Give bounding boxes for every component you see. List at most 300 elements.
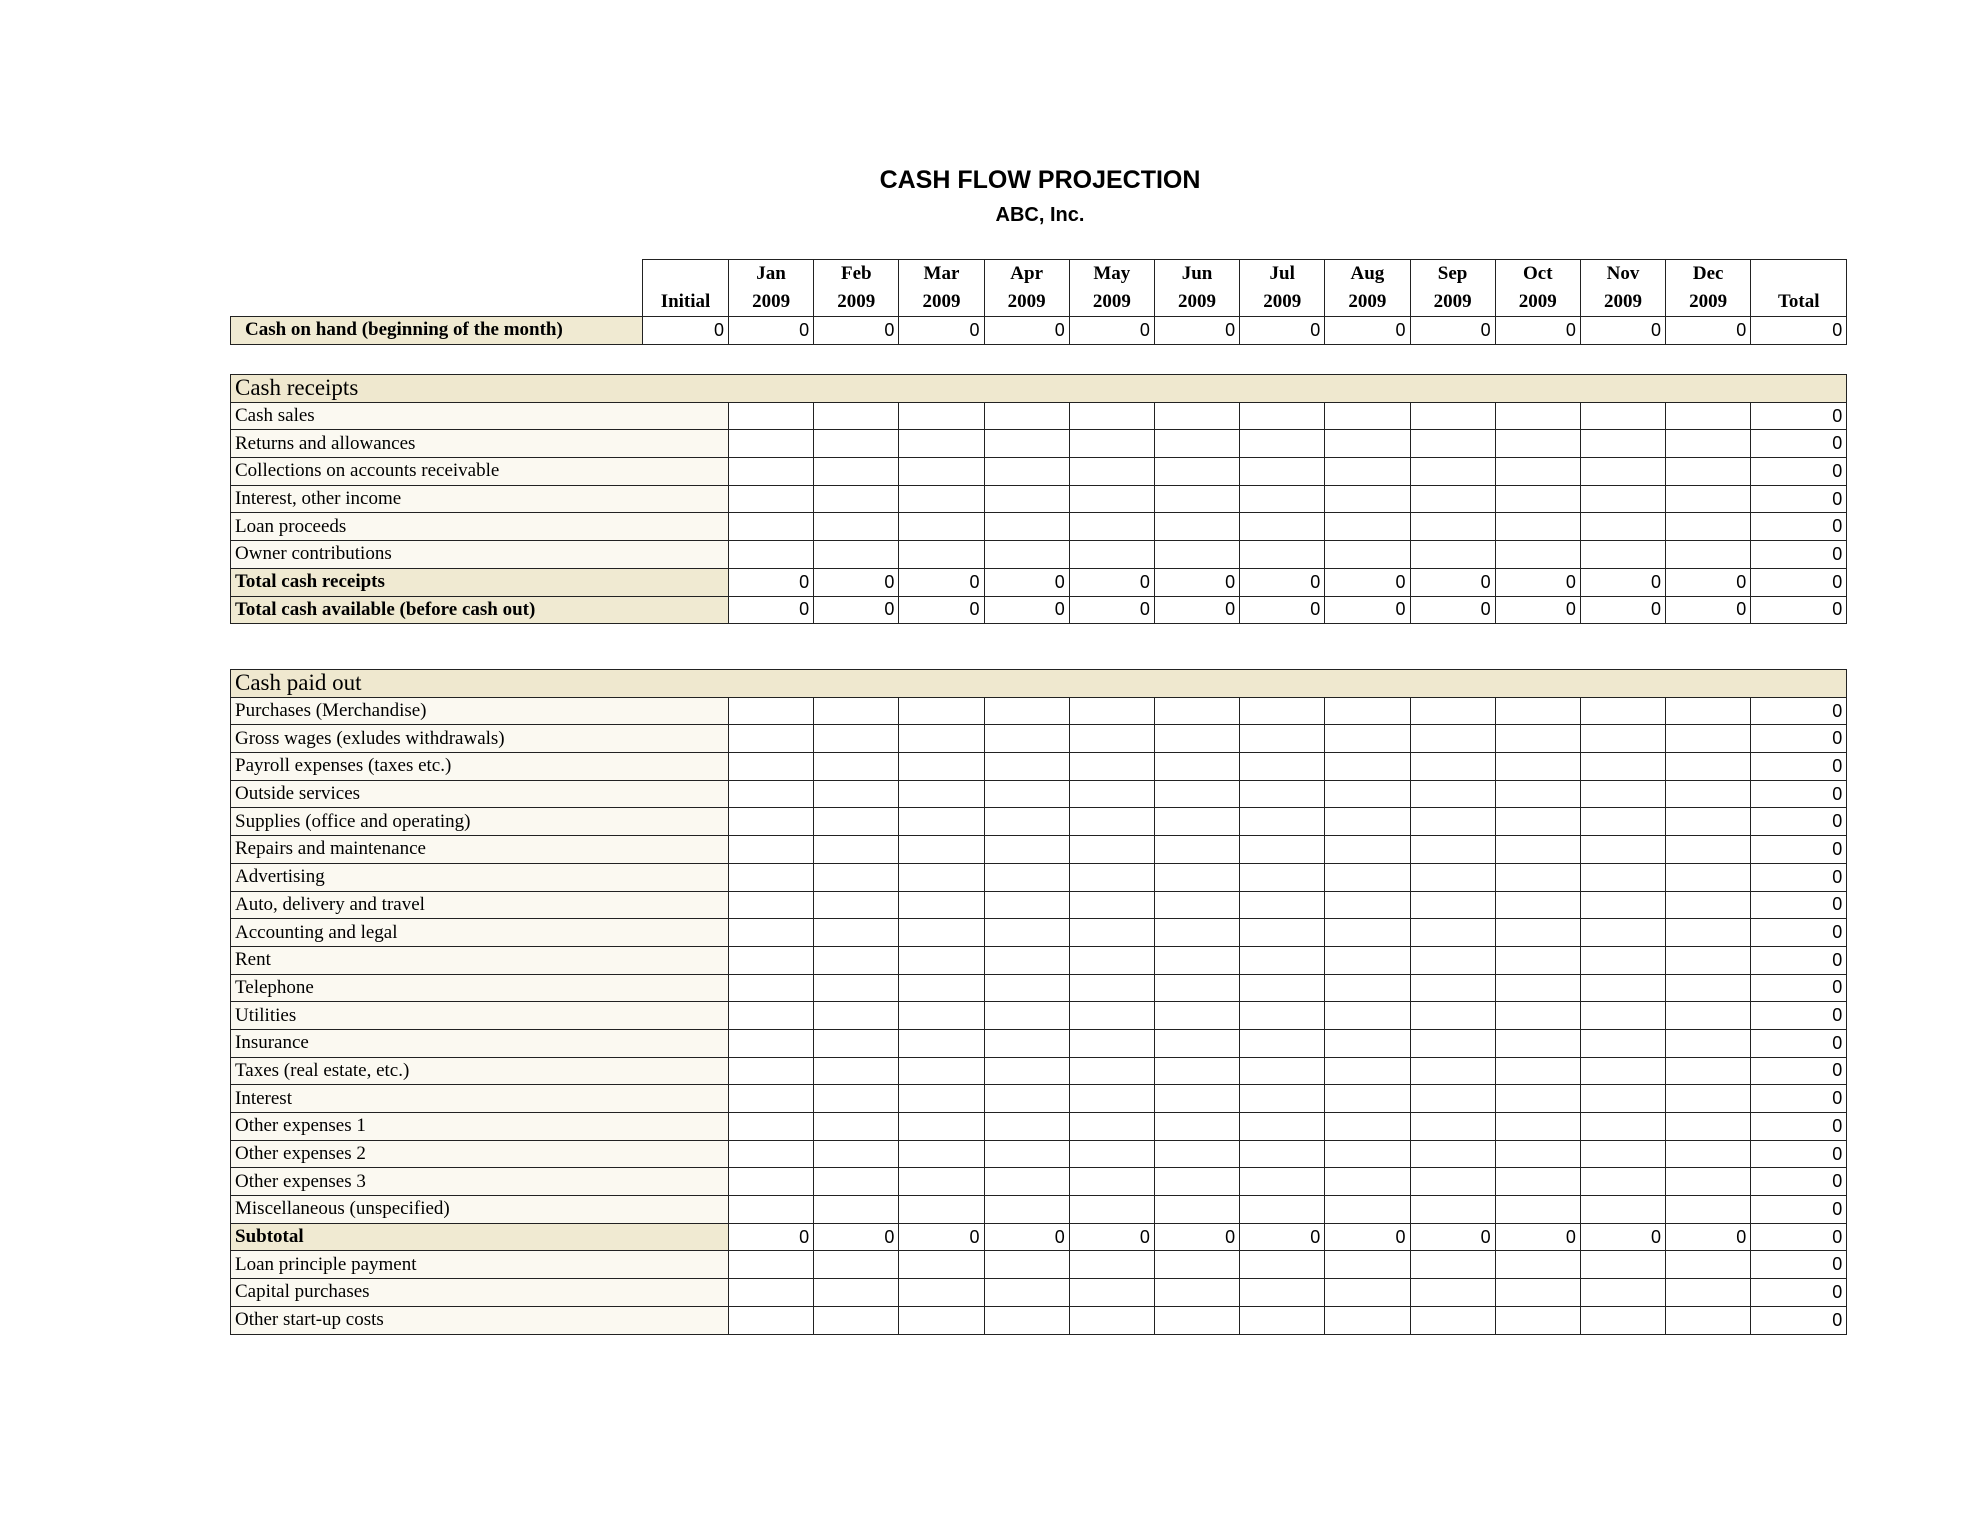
input-cell[interactable] (1580, 1002, 1665, 1030)
input-cell[interactable] (1410, 1140, 1495, 1168)
input-cell[interactable] (814, 1140, 899, 1168)
input-cell[interactable] (1580, 1057, 1665, 1085)
input-cell[interactable] (1069, 1279, 1154, 1307)
input-cell[interactable] (814, 430, 899, 458)
input-cell[interactable] (729, 1113, 814, 1141)
input-cell[interactable] (729, 485, 814, 513)
input-cell[interactable] (984, 863, 1069, 891)
input-cell[interactable] (1325, 402, 1410, 430)
input-cell[interactable] (1325, 808, 1410, 836)
input-cell[interactable] (899, 836, 984, 864)
input-cell[interactable] (1069, 485, 1154, 513)
input-cell[interactable] (1495, 541, 1580, 569)
input-cell[interactable] (729, 974, 814, 1002)
input-cell[interactable] (1325, 1306, 1410, 1334)
input-cell[interactable] (1154, 780, 1239, 808)
input-cell[interactable] (729, 402, 814, 430)
input-cell[interactable] (1325, 541, 1410, 569)
input-cell[interactable] (1240, 1002, 1325, 1030)
input-cell[interactable] (984, 974, 1069, 1002)
input-cell[interactable] (1410, 780, 1495, 808)
input-cell[interactable] (1325, 485, 1410, 513)
input-cell[interactable] (1069, 1029, 1154, 1057)
input-cell[interactable] (1495, 1140, 1580, 1168)
input-cell[interactable] (1240, 725, 1325, 753)
input-cell[interactable] (1495, 836, 1580, 864)
input-cell[interactable] (899, 1251, 984, 1279)
input-cell[interactable] (1410, 753, 1495, 781)
input-cell[interactable] (729, 919, 814, 947)
input-cell[interactable] (1410, 1057, 1495, 1085)
input-cell[interactable] (1325, 725, 1410, 753)
input-cell[interactable] (1495, 974, 1580, 1002)
input-cell[interactable] (1240, 808, 1325, 836)
input-cell[interactable] (1154, 1306, 1239, 1334)
input-cell[interactable] (1495, 863, 1580, 891)
input-cell[interactable] (814, 780, 899, 808)
value-cell[interactable]: 0 (1240, 317, 1325, 345)
value-cell[interactable]: 0 (1666, 317, 1751, 345)
input-cell[interactable] (729, 1085, 814, 1113)
input-cell[interactable] (984, 485, 1069, 513)
input-cell[interactable] (1580, 1029, 1665, 1057)
input-cell[interactable] (1666, 808, 1751, 836)
input-cell[interactable] (1325, 1085, 1410, 1113)
input-cell[interactable] (1580, 513, 1665, 541)
input-cell[interactable] (1495, 402, 1580, 430)
input-cell[interactable] (1325, 1029, 1410, 1057)
input-cell[interactable] (1069, 919, 1154, 947)
input-cell[interactable] (1154, 430, 1239, 458)
input-cell[interactable] (899, 974, 984, 1002)
value-cell[interactable]: 0 (814, 317, 899, 345)
input-cell[interactable] (729, 1196, 814, 1224)
input-cell[interactable] (1495, 430, 1580, 458)
input-cell[interactable] (1410, 891, 1495, 919)
input-cell[interactable] (1325, 946, 1410, 974)
input-cell[interactable] (1580, 863, 1665, 891)
input-cell[interactable] (984, 753, 1069, 781)
input-cell[interactable] (1666, 1279, 1751, 1307)
input-cell[interactable] (1666, 946, 1751, 974)
input-cell[interactable] (814, 1029, 899, 1057)
input-cell[interactable] (899, 1057, 984, 1085)
input-cell[interactable] (984, 1196, 1069, 1224)
input-cell[interactable] (1410, 402, 1495, 430)
input-cell[interactable] (1666, 1029, 1751, 1057)
input-cell[interactable] (1069, 891, 1154, 919)
input-cell[interactable] (1240, 946, 1325, 974)
input-cell[interactable] (1410, 1251, 1495, 1279)
input-cell[interactable] (1240, 1196, 1325, 1224)
input-cell[interactable] (1580, 753, 1665, 781)
input-cell[interactable] (1069, 808, 1154, 836)
input-cell[interactable] (1495, 1002, 1580, 1030)
input-cell[interactable] (1240, 863, 1325, 891)
input-cell[interactable] (1580, 430, 1665, 458)
value-cell[interactable]: 0 (1410, 317, 1495, 345)
input-cell[interactable] (899, 1168, 984, 1196)
value-cell[interactable]: 0 (984, 317, 1069, 345)
input-cell[interactable] (899, 919, 984, 947)
input-cell[interactable] (1325, 1279, 1410, 1307)
input-cell[interactable] (729, 1168, 814, 1196)
input-cell[interactable] (814, 1085, 899, 1113)
input-cell[interactable] (1325, 1140, 1410, 1168)
input-cell[interactable] (1154, 1113, 1239, 1141)
input-cell[interactable] (1666, 1085, 1751, 1113)
input-cell[interactable] (984, 1057, 1069, 1085)
input-cell[interactable] (899, 1085, 984, 1113)
input-cell[interactable] (1580, 1168, 1665, 1196)
input-cell[interactable] (814, 1002, 899, 1030)
input-cell[interactable] (1580, 836, 1665, 864)
input-cell[interactable] (814, 402, 899, 430)
input-cell[interactable] (1069, 1306, 1154, 1334)
input-cell[interactable] (1069, 458, 1154, 486)
input-cell[interactable] (1154, 946, 1239, 974)
value-cell[interactable]: 0 (899, 317, 984, 345)
input-cell[interactable] (1154, 836, 1239, 864)
input-cell[interactable] (1495, 891, 1580, 919)
input-cell[interactable] (899, 1113, 984, 1141)
input-cell[interactable] (729, 458, 814, 486)
input-cell[interactable] (1666, 1057, 1751, 1085)
value-cell[interactable]: 0 (1069, 317, 1154, 345)
input-cell[interactable] (1154, 808, 1239, 836)
input-cell[interactable] (1410, 485, 1495, 513)
input-cell[interactable] (1325, 513, 1410, 541)
input-cell[interactable] (1154, 1085, 1239, 1113)
input-cell[interactable] (1410, 974, 1495, 1002)
input-cell[interactable] (984, 919, 1069, 947)
input-cell[interactable] (1154, 541, 1239, 569)
input-cell[interactable] (1154, 1140, 1239, 1168)
input-cell[interactable] (1580, 1196, 1665, 1224)
input-cell[interactable] (1666, 974, 1751, 1002)
input-cell[interactable] (729, 808, 814, 836)
input-cell[interactable] (899, 1140, 984, 1168)
input-cell[interactable] (814, 697, 899, 725)
input-cell[interactable] (899, 485, 984, 513)
input-cell[interactable] (1069, 541, 1154, 569)
input-cell[interactable] (729, 1279, 814, 1307)
input-cell[interactable] (729, 1251, 814, 1279)
input-cell[interactable] (814, 541, 899, 569)
input-cell[interactable] (1154, 919, 1239, 947)
input-cell[interactable] (1069, 863, 1154, 891)
input-cell[interactable] (1666, 753, 1751, 781)
input-cell[interactable] (1410, 541, 1495, 569)
input-cell[interactable] (814, 1279, 899, 1307)
input-cell[interactable] (1240, 513, 1325, 541)
input-cell[interactable] (1410, 863, 1495, 891)
input-cell[interactable] (1495, 1113, 1580, 1141)
input-cell[interactable] (1580, 919, 1665, 947)
input-cell[interactable] (1240, 1251, 1325, 1279)
input-cell[interactable] (1069, 946, 1154, 974)
input-cell[interactable] (1495, 485, 1580, 513)
input-cell[interactable] (1666, 1251, 1751, 1279)
input-cell[interactable] (1666, 541, 1751, 569)
input-cell[interactable] (1666, 430, 1751, 458)
input-cell[interactable] (1580, 541, 1665, 569)
input-cell[interactable] (729, 780, 814, 808)
input-cell[interactable] (1154, 1279, 1239, 1307)
input-cell[interactable] (1666, 863, 1751, 891)
input-cell[interactable] (899, 430, 984, 458)
input-cell[interactable] (1240, 697, 1325, 725)
input-cell[interactable] (814, 1113, 899, 1141)
input-cell[interactable] (984, 541, 1069, 569)
input-cell[interactable] (899, 753, 984, 781)
input-cell[interactable] (729, 541, 814, 569)
input-cell[interactable] (729, 946, 814, 974)
input-cell[interactable] (1154, 513, 1239, 541)
input-cell[interactable] (1069, 402, 1154, 430)
input-cell[interactable] (1580, 1113, 1665, 1141)
input-cell[interactable] (1580, 808, 1665, 836)
input-cell[interactable] (1410, 836, 1495, 864)
input-cell[interactable] (1666, 1196, 1751, 1224)
input-cell[interactable] (1495, 1196, 1580, 1224)
input-cell[interactable] (1410, 1085, 1495, 1113)
input-cell[interactable] (1666, 1168, 1751, 1196)
input-cell[interactable] (984, 891, 1069, 919)
input-cell[interactable] (814, 919, 899, 947)
input-cell[interactable] (1495, 697, 1580, 725)
input-cell[interactable] (1666, 513, 1751, 541)
input-cell[interactable] (1069, 1057, 1154, 1085)
input-cell[interactable] (1240, 780, 1325, 808)
input-cell[interactable] (1666, 891, 1751, 919)
input-cell[interactable] (984, 1306, 1069, 1334)
input-cell[interactable] (729, 1140, 814, 1168)
input-cell[interactable] (814, 1306, 899, 1334)
input-cell[interactable] (1410, 1279, 1495, 1307)
input-cell[interactable] (899, 1196, 984, 1224)
input-cell[interactable] (1495, 513, 1580, 541)
input-cell[interactable] (1069, 697, 1154, 725)
input-cell[interactable] (984, 1140, 1069, 1168)
input-cell[interactable] (1240, 1168, 1325, 1196)
input-cell[interactable] (814, 513, 899, 541)
input-cell[interactable] (814, 1251, 899, 1279)
input-cell[interactable] (1410, 1002, 1495, 1030)
input-cell[interactable] (899, 808, 984, 836)
input-cell[interactable] (984, 808, 1069, 836)
input-cell[interactable] (814, 1057, 899, 1085)
input-cell[interactable] (1495, 1251, 1580, 1279)
input-cell[interactable] (1325, 1168, 1410, 1196)
input-cell[interactable] (1154, 697, 1239, 725)
input-cell[interactable] (1240, 891, 1325, 919)
input-cell[interactable] (1154, 1168, 1239, 1196)
input-cell[interactable] (899, 891, 984, 919)
input-cell[interactable] (1410, 1168, 1495, 1196)
input-cell[interactable] (814, 1168, 899, 1196)
input-cell[interactable] (729, 863, 814, 891)
input-cell[interactable] (1410, 513, 1495, 541)
input-cell[interactable] (1069, 1140, 1154, 1168)
input-cell[interactable] (1666, 458, 1751, 486)
input-cell[interactable] (1240, 1029, 1325, 1057)
input-cell[interactable] (1410, 1306, 1495, 1334)
input-cell[interactable] (984, 946, 1069, 974)
input-cell[interactable] (984, 697, 1069, 725)
input-cell[interactable] (1069, 430, 1154, 458)
input-cell[interactable] (1495, 1029, 1580, 1057)
input-cell[interactable] (729, 430, 814, 458)
input-cell[interactable] (1410, 919, 1495, 947)
input-cell[interactable] (1666, 725, 1751, 753)
input-cell[interactable] (1666, 1002, 1751, 1030)
input-cell[interactable] (1410, 458, 1495, 486)
input-cell[interactable] (899, 697, 984, 725)
input-cell[interactable] (814, 946, 899, 974)
input-cell[interactable] (1495, 946, 1580, 974)
input-cell[interactable] (1240, 919, 1325, 947)
input-cell[interactable] (1069, 974, 1154, 1002)
input-cell[interactable] (1410, 1113, 1495, 1141)
input-cell[interactable] (899, 946, 984, 974)
input-cell[interactable] (814, 1196, 899, 1224)
input-cell[interactable] (1325, 1196, 1410, 1224)
input-cell[interactable] (729, 1029, 814, 1057)
input-cell[interactable] (1495, 1057, 1580, 1085)
value-cell[interactable]: 0 (1325, 317, 1410, 345)
input-cell[interactable] (899, 780, 984, 808)
input-cell[interactable] (1154, 1057, 1239, 1085)
input-cell[interactable] (1240, 1085, 1325, 1113)
value-cell[interactable]: 0 (1495, 317, 1580, 345)
input-cell[interactable] (984, 1029, 1069, 1057)
input-cell[interactable] (1154, 863, 1239, 891)
input-cell[interactable] (1666, 780, 1751, 808)
input-cell[interactable] (899, 402, 984, 430)
input-cell[interactable] (1580, 1251, 1665, 1279)
input-cell[interactable] (1325, 753, 1410, 781)
input-cell[interactable] (984, 430, 1069, 458)
input-cell[interactable] (984, 1085, 1069, 1113)
input-cell[interactable] (1580, 974, 1665, 1002)
input-cell[interactable] (1325, 697, 1410, 725)
input-cell[interactable] (1325, 974, 1410, 1002)
input-cell[interactable] (814, 836, 899, 864)
input-cell[interactable] (729, 753, 814, 781)
input-cell[interactable] (1495, 780, 1580, 808)
input-cell[interactable] (1495, 725, 1580, 753)
input-cell[interactable] (899, 1029, 984, 1057)
input-cell[interactable] (1325, 1057, 1410, 1085)
input-cell[interactable] (1495, 458, 1580, 486)
input-cell[interactable] (899, 1279, 984, 1307)
input-cell[interactable] (1325, 1113, 1410, 1141)
input-cell[interactable] (1154, 891, 1239, 919)
input-cell[interactable] (899, 1002, 984, 1030)
input-cell[interactable] (984, 513, 1069, 541)
input-cell[interactable] (1666, 919, 1751, 947)
input-cell[interactable] (814, 725, 899, 753)
input-cell[interactable] (1495, 1085, 1580, 1113)
input-cell[interactable] (1069, 780, 1154, 808)
input-cell[interactable] (1495, 1168, 1580, 1196)
input-cell[interactable] (1580, 697, 1665, 725)
input-cell[interactable] (814, 891, 899, 919)
input-cell[interactable] (729, 1306, 814, 1334)
input-cell[interactable] (1325, 1251, 1410, 1279)
input-cell[interactable] (1580, 725, 1665, 753)
input-cell[interactable] (1240, 402, 1325, 430)
input-cell[interactable] (1240, 541, 1325, 569)
input-cell[interactable] (1240, 1113, 1325, 1141)
input-cell[interactable] (1580, 780, 1665, 808)
input-cell[interactable] (1154, 402, 1239, 430)
input-cell[interactable] (1495, 919, 1580, 947)
value-cell[interactable]: 0 (729, 317, 814, 345)
input-cell[interactable] (1069, 753, 1154, 781)
input-cell[interactable] (729, 1057, 814, 1085)
input-cell[interactable] (1325, 836, 1410, 864)
input-cell[interactable] (1495, 808, 1580, 836)
input-cell[interactable] (899, 513, 984, 541)
input-cell[interactable] (814, 863, 899, 891)
input-cell[interactable] (899, 1306, 984, 1334)
input-cell[interactable] (1325, 919, 1410, 947)
input-cell[interactable] (1666, 1113, 1751, 1141)
input-cell[interactable] (1666, 1140, 1751, 1168)
input-cell[interactable] (899, 541, 984, 569)
input-cell[interactable] (1154, 485, 1239, 513)
input-cell[interactable] (1410, 1196, 1495, 1224)
input-cell[interactable] (1325, 1002, 1410, 1030)
input-cell[interactable] (1154, 974, 1239, 1002)
input-cell[interactable] (899, 725, 984, 753)
input-cell[interactable] (1154, 1196, 1239, 1224)
input-cell[interactable] (1240, 1279, 1325, 1307)
input-cell[interactable] (1325, 891, 1410, 919)
input-cell[interactable] (984, 1279, 1069, 1307)
input-cell[interactable] (1325, 863, 1410, 891)
input-cell[interactable] (1580, 485, 1665, 513)
input-cell[interactable] (1069, 1168, 1154, 1196)
input-cell[interactable] (1069, 1085, 1154, 1113)
input-cell[interactable] (1495, 1306, 1580, 1334)
input-cell[interactable] (1580, 1140, 1665, 1168)
input-cell[interactable] (1325, 458, 1410, 486)
input-cell[interactable] (1410, 946, 1495, 974)
input-cell[interactable] (1580, 458, 1665, 486)
input-cell[interactable] (1240, 1140, 1325, 1168)
value-cell[interactable]: 0 (1154, 317, 1239, 345)
input-cell[interactable] (1495, 1279, 1580, 1307)
input-cell[interactable] (984, 1251, 1069, 1279)
input-cell[interactable] (984, 1002, 1069, 1030)
input-cell[interactable] (814, 808, 899, 836)
input-cell[interactable] (1154, 753, 1239, 781)
input-cell[interactable] (1495, 753, 1580, 781)
input-cell[interactable] (1666, 836, 1751, 864)
input-cell[interactable] (1580, 1279, 1665, 1307)
input-cell[interactable] (1069, 1002, 1154, 1030)
value-cell[interactable]: 0 (1580, 317, 1665, 345)
input-cell[interactable] (984, 1113, 1069, 1141)
input-cell[interactable] (729, 697, 814, 725)
input-cell[interactable] (729, 513, 814, 541)
input-cell[interactable] (729, 725, 814, 753)
input-cell[interactable] (1666, 697, 1751, 725)
input-cell[interactable] (1240, 836, 1325, 864)
